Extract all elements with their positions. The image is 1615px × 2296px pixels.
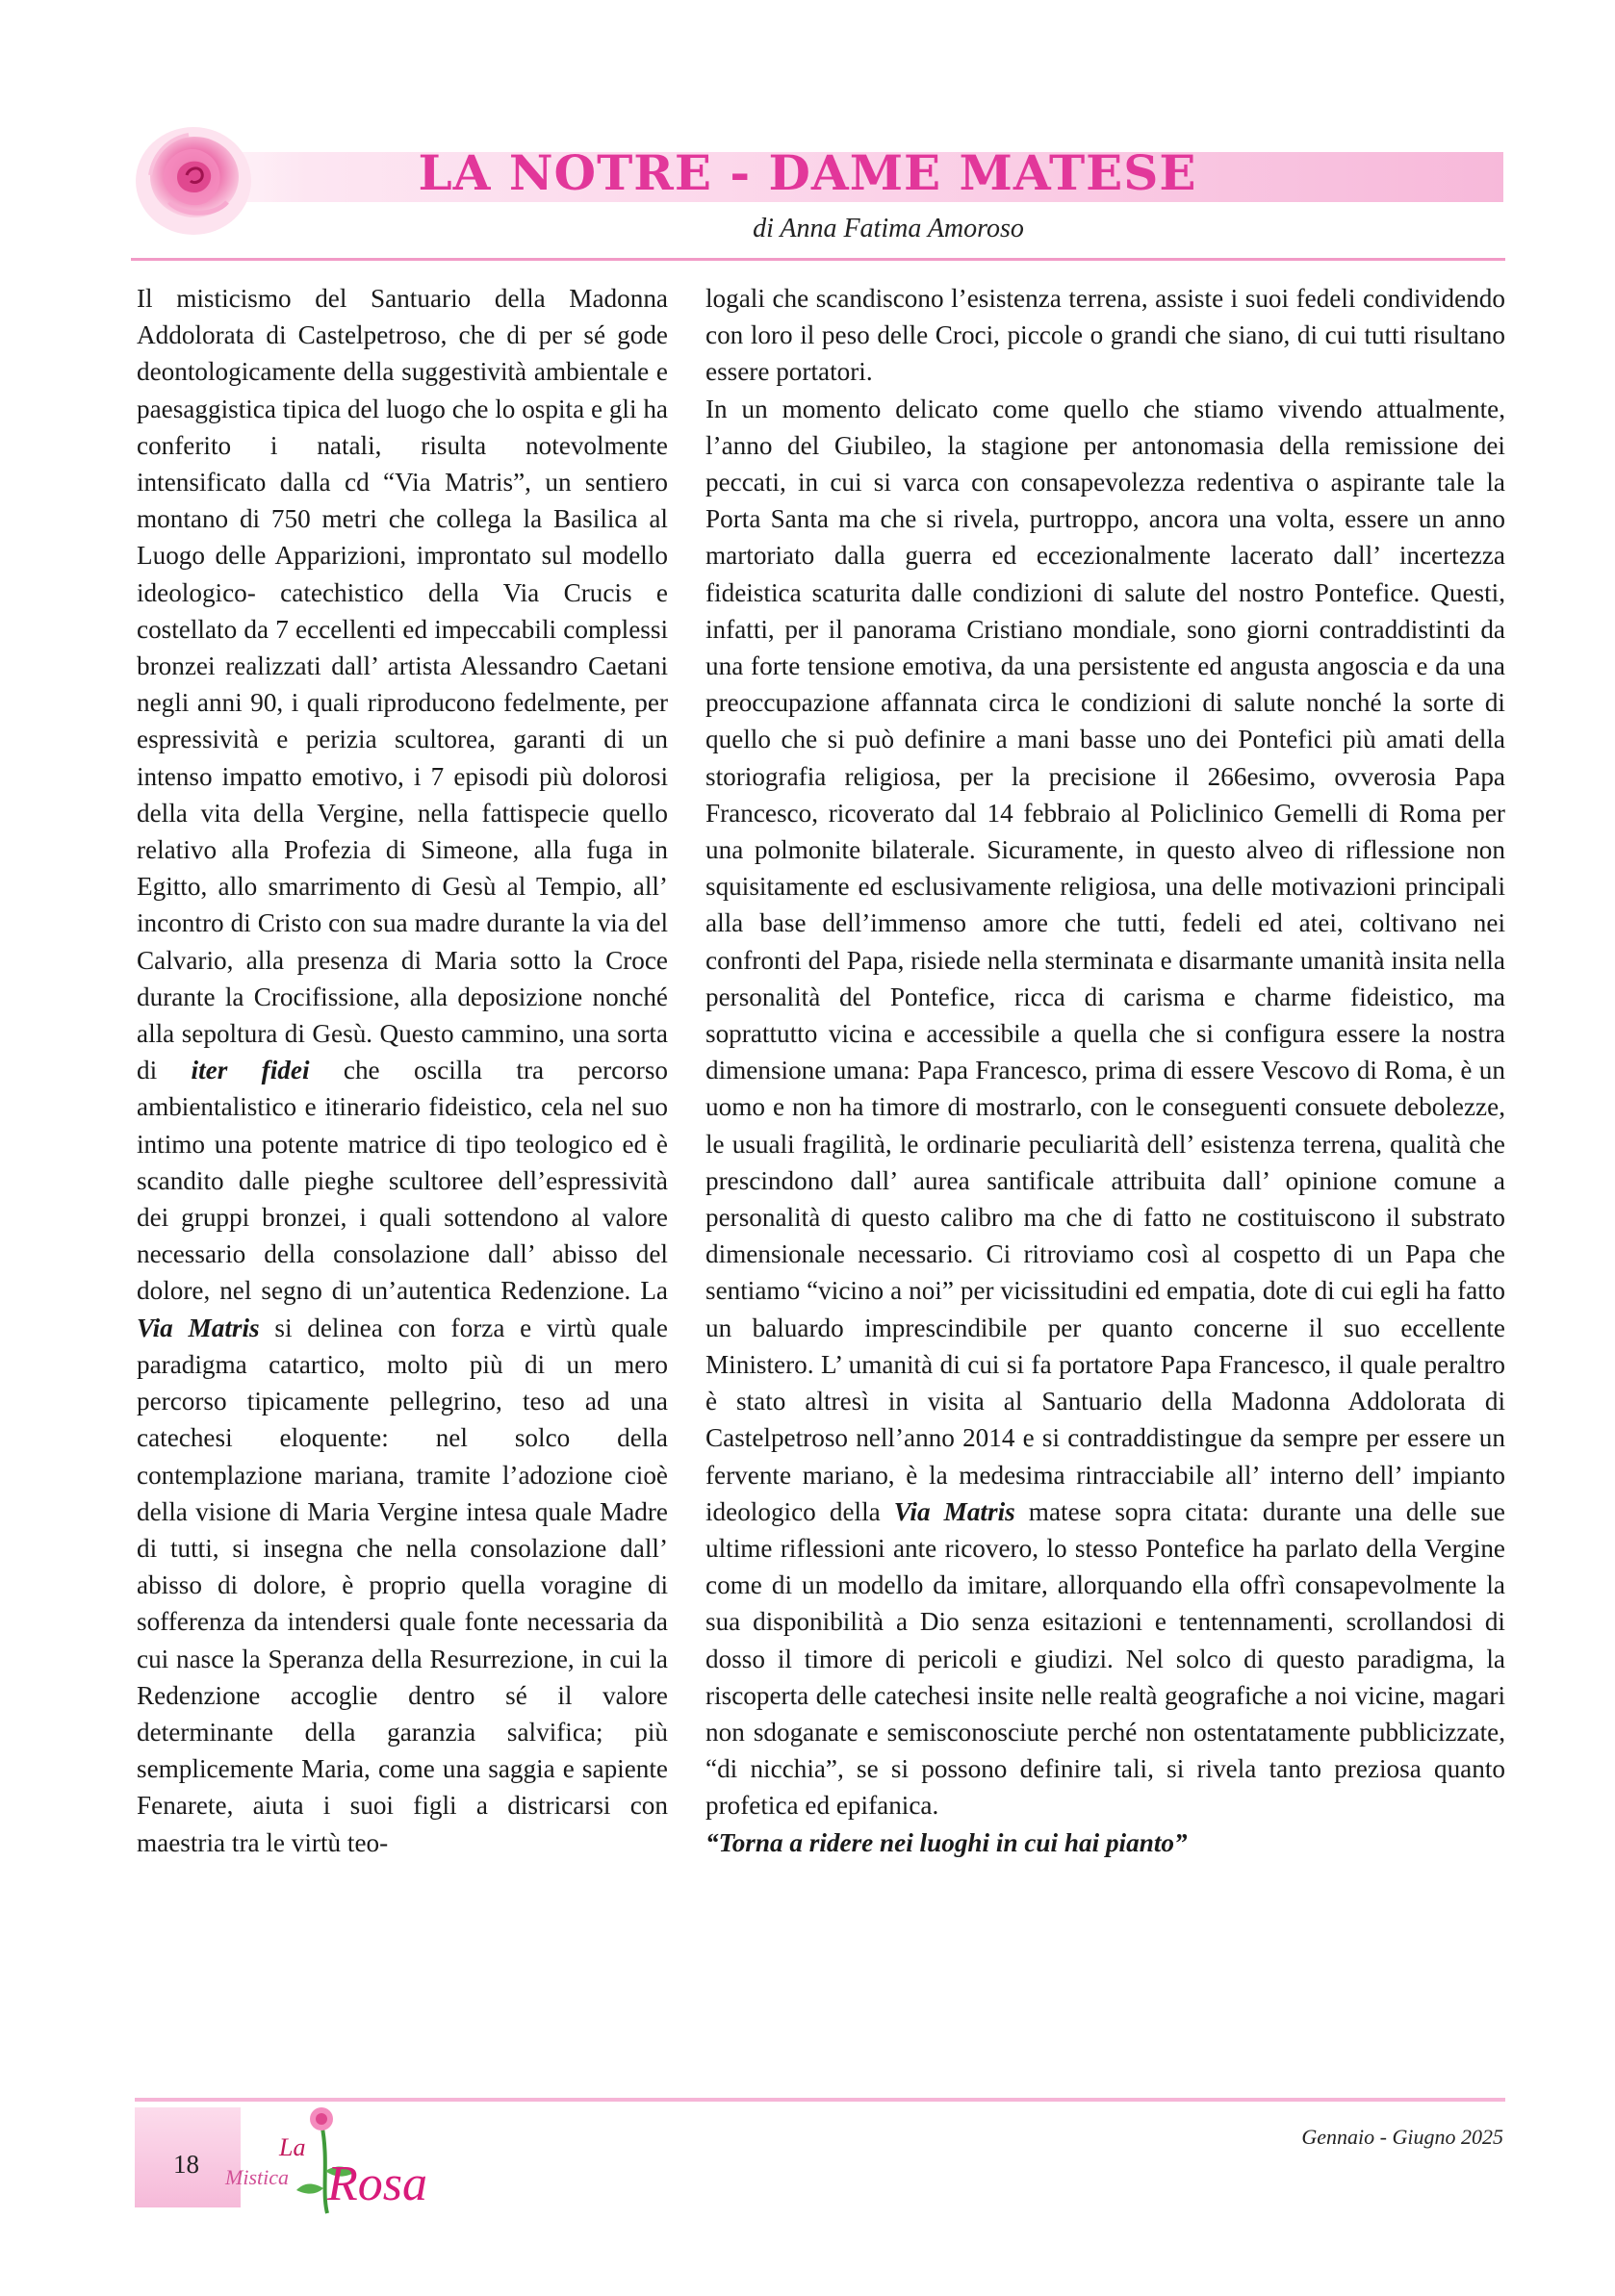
article-title: LA NOTRE - DAME MATESE	[418, 144, 1197, 201]
left-text-b: che oscilla tra percorso ambientalistico e itinerario fideistico, cela nel suo intimo una potente matrice di tipo teologico ed è scandito dalle pieghe scultoree dell’espressività dei gruppi bronzei, i quali sottendono al valore necessario della consolazione dall’ abisso del dolore, nel segno di un’autentica Redenzione. La	[137, 1056, 669, 1306]
left-column	[137, 280, 668, 1861]
footer-divider	[135, 2098, 1505, 2102]
right-paragraph-2	[705, 391, 1505, 1824]
logo-rosa-text: Rosa	[327, 2156, 427, 2211]
right-paragraph-1: logali che scandiscono l’esistenza terrena, assiste i suoi fedeli condividendo con loro il peso delle Croci, piccole o grandi che siano, di cui tutti risultano essere portatori.	[705, 284, 1505, 387]
right-text-b: matese sopra citata: durante una delle sue ultime riflessioni ante ricovero, lo stesso Pontefice ha parlato della Vergine come di un modello da imitare, allorquando ella offrì consapevolmente la sua disponibilità a Dio senza esitazioni e tentennamenti, scrollandosi di dosso il timore di pericoli e giudizi. Nel solco di questo paradigma, la riscoperta delle catechesi insite nelle realtà geografiche a noi vicine, magari non sdoganate e semisconosciute perché non ostentatamente pubblicizzate, “di nicchia”, se si possono definire tali, si rivela tanto preziosa quanto profetica ed epifanica.	[705, 1496, 1506, 1821]
logo-la-text: La	[279, 2133, 306, 2161]
page-number: 18	[173, 2150, 199, 2179]
header-divider	[131, 258, 1505, 261]
via-matris-emphasis-2: Via Matris	[893, 1496, 1015, 1526]
right-column	[705, 280, 1505, 1861]
logo-mistica-text: Mistica	[225, 2165, 289, 2189]
left-text-c: si delinea con forza e virtù quale paradigma catartico, molto più di un mero percorso tipicamente pellegrino, teso ad una catechesi eloquente: nel solco della contemplazione mariana, tramite l’adozione cioè della visione di Maria Vergine intesa quale Madre di tutti, si insegna che nella consolazione dall’ abisso di dolore, è proprio quella voragine di sofferenza da intendersi quale fonte necessaria da cui nasce la Speranza della Resurrezione, in cui la Redenzione accoglie dentro sé il valore determinante della garanzia salvifica; più semplicemente Maria, come una saggia e sapiente Fenarete, aiuta i suoi figli a districarsi con maestria tra le virtù teo-	[137, 1313, 668, 1857]
iter-fidei-emphasis: iter fidei	[191, 1056, 310, 1085]
via-matris-emphasis: Via Matris	[137, 1313, 260, 1342]
rose-stem-logo	[214, 2104, 493, 2219]
left-text-a: Il misticismo del Santuario della Madonna Addolorata di Castelpetroso, che di per sé gode deontologicamente della suggestività ambientale e paesaggistica tipica del luogo che lo ospita e gli ha conferito i natali, risulta notevolmente intensificato dalla cd “Via Matris”, un sentiero montano di 750 metri che collega la Basilica al Luogo delle Apparizioni, improntato sul modello ideologico- catechistico della Via Crucis e costellato da 7 eccellenti ed impeccabili complessi bronzei realizzati dall’ artista Alessandro Caetani negli anni 90, i quali riproducono fedelmente, per espressività e perizia scultorea, garanti di un intenso impatto emotivo, i 7 episodi più dolorosi della vita della Vergine, nella fattispecie quello relativo alla Profezia di Simeone, alla fuga in Egitto, allo smarrimento di Gesù al Tempio, all’ incontro di Cristo con sua madre durante la via del Calvario, alla presenza di Maria sotto la Croce durante la Crocifissione, alla deposizione nonché alla sepoltura di Gesù. Questo cammino, una sorta di	[137, 284, 668, 1085]
left-paragraph	[137, 280, 668, 1861]
right-text-a: In un momento delicato come quello che stiamo vivendo attualmente, l’anno del Giubileo, la stagione per antonomasia della remissione dei peccati, in cui si varca con consapevolezza redentiva o aspirante tale la Porta Santa ma che si rivela, purtroppo, ancora una volta, essere un anno martoriato dalla guerra ed eccezionalmente lacerato dall’ incertezza fideistica scaturita dalle condizioni di salute del nostro Pontefice. Questi, infatti, per il panorama Cristiano mondiale, sono giorni contraddistinti da una forte tensione emotiva, da una persistente ed angusta angoscia e da una preoccupazione affannata circa le condizioni di salute nonché la sorte di quello che si può definire a mani basse uno dei Pontefici più amati della storiografia religiosa, per la precisione il 266esimo, ovverosia Papa Francesco, ricoverato dal 14 febbraio al Policlinico Gemelli di Roma per una polmonite bilaterale. Sicuramente, in questo alveo di riflessione non squisitamente ed esclusivamente religiosa, una delle motivazioni principali alla base dell’immenso amore che tutti, fedeli ed atei, coltivano nei confronti del Papa, risiede nella sterminata e disarmante umanità insita nella personalità del Pontefice, ricca di carisma e charme fideistico, ma soprattutto vicina e accessibile a quella che si configura essere la nostra dimensione umana: Papa Francesco, prima di essere Vescovo di Roma, è un uomo e non ha timore di mostrarlo, con le conseguenti consuete debolezze, le usuali fragilità, le ordinarie peculiarità dell’ esistenza terrena, qualità che prescindono dall’ aurea santificale attribuita dall’ opinione comune a personalità di questo calibro ma che di fatto ne costituiscono il substrato dimensionale necessario. Ci ritroviamo così al cospetto di un Papa che sentiamo “vicino a noi” per vicissitudini ed empatia, dote di cui egli ha fatto un baluardo imprescindibile per quanto concerne il suo eccellente Ministero. L’ umanità di cui si fa portatore Papa Francesco, il quale peraltro è stato altresì in visita al Santuario della Madonna Addolorata di Castelpetroso nell’anno 2014 e si contraddistingue da sempre per essere un fervente mariano, è la medesima rintracciabile all’ interno dell’ impianto ideologico della	[705, 394, 1505, 1526]
article-byline: di Anna Fatima Amoroso	[753, 214, 1024, 243]
issue-date: Gennaio - Giugno 2025	[1301, 2125, 1503, 2149]
closing-quote: “Torna a ridere nei luoghi in cui hai pianto”	[705, 1827, 1188, 1857]
